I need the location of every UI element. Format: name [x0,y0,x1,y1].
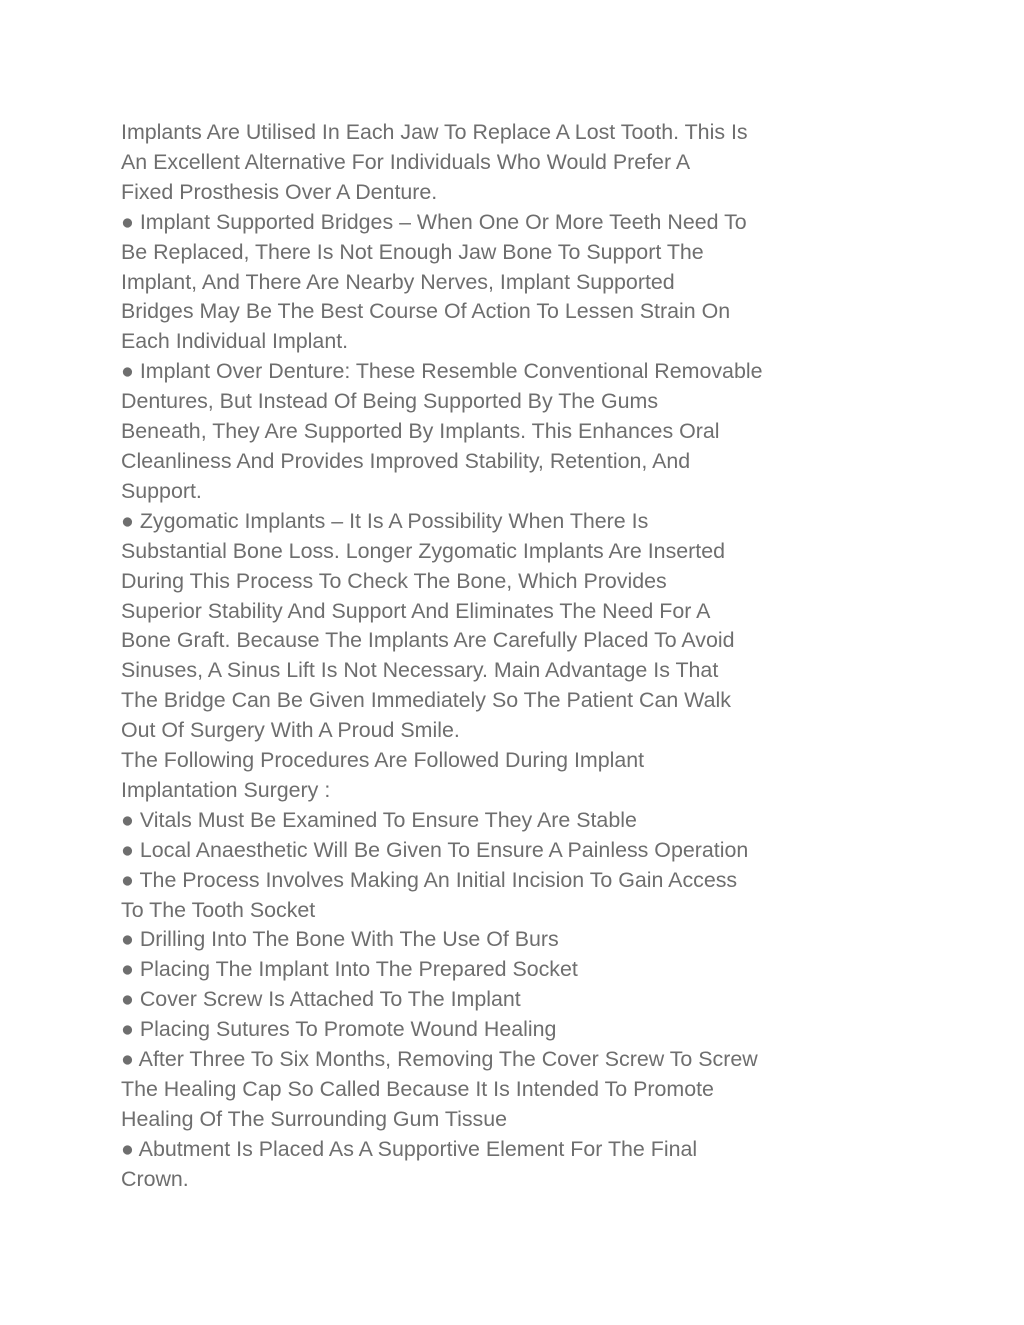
bullet-item: ● Placing Sutures To Promote Wound Healing [121,1017,557,1042]
text-line: The Healing Cap So Called Because It Is Intended To Promote [121,1077,714,1101]
bullet-item: ● Implant Over Denture: These Resemble Conventional Removable [121,359,763,384]
text-line: Fixed Prosthesis Over A Denture. [121,179,438,204]
text-line: During This Process To Check The Bone, Which Provides [121,568,667,593]
text-line: Beneath, They Are Supported By Implants. This Enhances Oral [121,419,720,444]
bullet-item: ● Local Anaesthetic Will Be Given To Ensure A Painless Operation [121,837,749,862]
text-line: Implantation Surgery : [121,777,331,802]
text-line: Healing Of The Surrounding Gum Tissue [121,1106,508,1131]
text-line: The Bridge Can Be Given Immediately So The Patient Can Walk [121,688,731,713]
text-line: Be Replaced, There Is Not Enough Jaw Bone To Support The [121,239,704,264]
text-line: The Following Procedures Are Followed During Implant [121,748,645,773]
text-line: Substantial Bone Loss. Longer Zygomatic Implants Are Inserted [121,538,726,563]
bullet-item: ● Placing The Implant Into The Prepared Socket [121,957,578,982]
text-line: Bridges May Be The Best Course Of Action To Lessen Strain On [121,299,731,324]
text-line: Crown. [121,1166,189,1191]
bullet-item: ● Drilling Into The Bone With The Use Of Burs [121,927,559,952]
text-line: Support. [121,478,202,503]
text-line: Bone Graft. Because The Implants Are Carefully Placed To Avoid [121,628,735,653]
text-line: Implants Are Utilised In Each Jaw To Replace A Lost Tooth. This Is [121,120,748,144]
bullet-item: ● Vitals Must Be Examined To Ensure They Are Stable [121,807,637,832]
bullet-item: ● Cover Screw Is Attached To The Implant [121,987,521,1012]
bullet-item: ● Abutment Is Placed As A Supportive Element For The Final [121,1136,698,1161]
text-line: Out Of Surgery With A Proud Smile. [121,718,460,743]
text-line: Superior Stability And Support And Eliminates The Need For A [121,598,711,623]
document-page [121,118,811,1195]
text-line: Cleanliness And Provides Improved Stability, Retention, And [121,448,691,473]
text-line: Implant, And There Are Nearby Nerves, Implant Supported [121,269,675,294]
text-line: To The Tooth Socket [121,897,316,922]
text-line: Sinuses, A Sinus Lift Is Not Necessary. Main Advantage Is That [121,658,719,683]
bullet-item: ● Implant Supported Bridges – When One Or More Teeth Need To [121,209,747,234]
bullet-item: ● After Three To Six Months, Removing The Cover Screw To Screw [121,1047,758,1072]
text-line: An Excellent Alternative For Individuals Who Would Prefer A [121,149,691,174]
text-line: Each Individual Implant. [121,329,349,354]
bullet-item: ● Zygomatic Implants – It Is A Possibility When There Is [121,508,649,533]
bullet-item: ● The Process Involves Making An Initial Incision To Gain Access [121,867,738,892]
text-line: Dentures, But Instead Of Being Supported By The Gums [121,389,659,414]
